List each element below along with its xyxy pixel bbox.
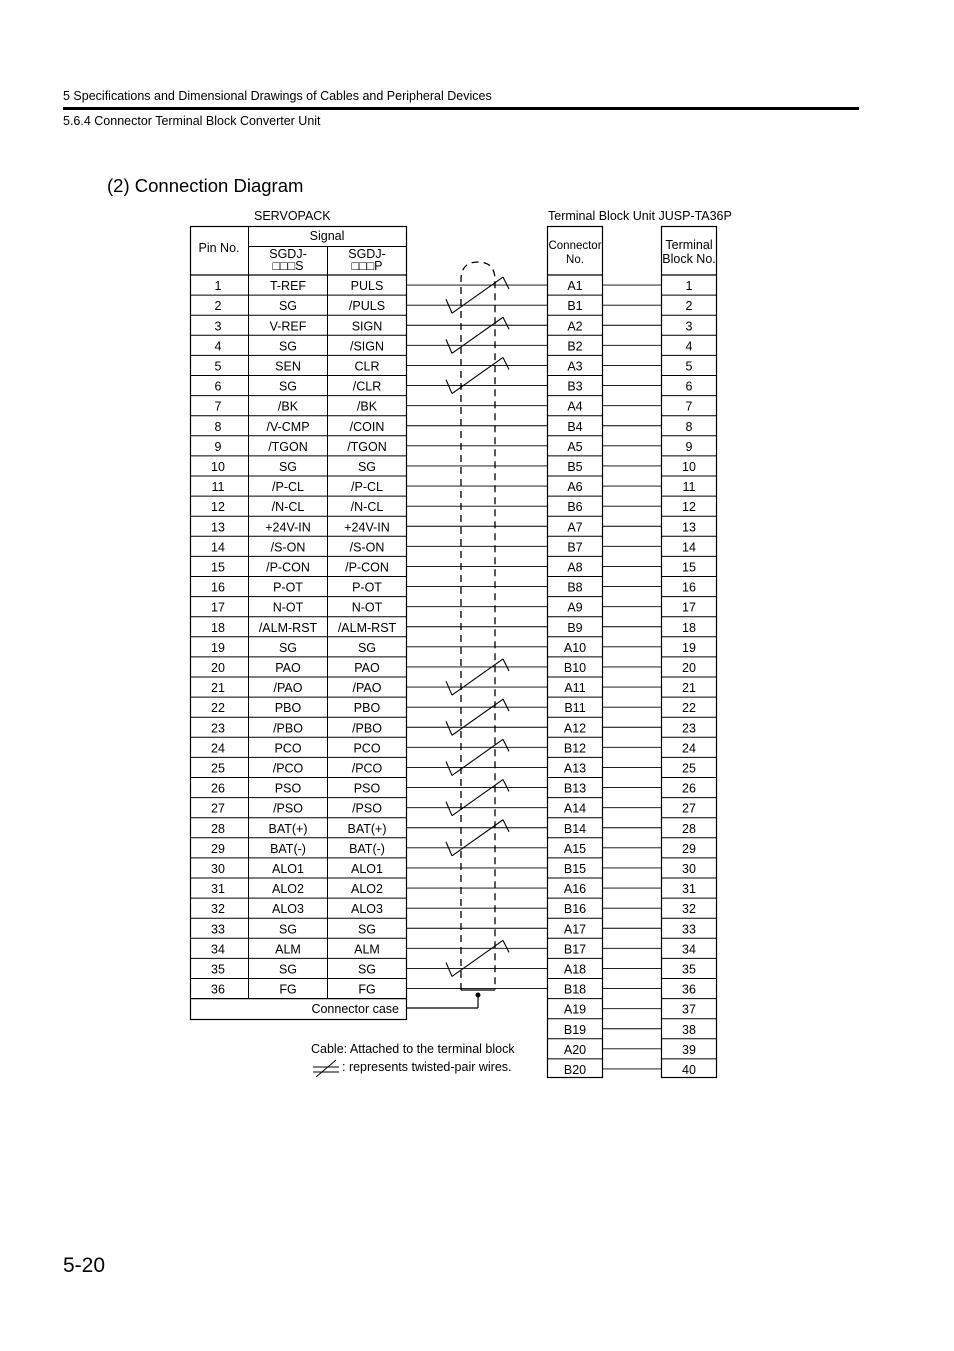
pin-number: 25 — [211, 761, 225, 776]
terminal-number: 27 — [682, 801, 696, 816]
connector-number: A11 — [564, 681, 586, 696]
signal-p: /PAO — [352, 681, 382, 696]
signal-p: +24V-IN — [344, 520, 390, 535]
signal-p: /BK — [356, 399, 378, 414]
terminal-number: 37 — [682, 1002, 696, 1017]
signal-s: BAT(-) — [270, 841, 306, 856]
signal-s: /PBO — [273, 721, 303, 736]
signal-p: PAO — [354, 660, 380, 675]
signal-p: /N-CL — [350, 500, 384, 515]
pin-number: 2 — [214, 299, 222, 314]
terminal-number: 31 — [682, 882, 696, 897]
terminal-number: 15 — [682, 560, 696, 575]
section-header: 5.6.4 Connector Terminal Block Converter Unit — [63, 114, 321, 128]
twisted-pair-marker — [446, 357, 509, 393]
terminal-number: 29 — [682, 841, 696, 856]
connector-number: B16 — [563, 902, 587, 917]
connector-number: A3 — [567, 359, 583, 374]
terminal-number: 32 — [682, 902, 696, 917]
pin-number: 32 — [211, 902, 225, 917]
terminal-number: 30 — [682, 861, 696, 876]
terminal-number: 24 — [682, 741, 696, 756]
signal-p: /COIN — [349, 419, 385, 434]
signal-p: SG — [357, 640, 377, 655]
signal-p: PULS — [350, 279, 384, 294]
pin-number: 10 — [211, 459, 225, 474]
signal-s: /N-CL — [271, 500, 305, 515]
terminal-number: 36 — [682, 982, 696, 997]
connector-number: A19 — [563, 1002, 587, 1017]
col-sgdj-s-line2: □□□S — [272, 259, 304, 273]
connector-number: B19 — [563, 1022, 587, 1037]
signal-p: SG — [357, 962, 377, 977]
signal-p: /S-ON — [349, 540, 385, 555]
signal-p: /ALM-RST — [337, 620, 397, 635]
connector-number: A15 — [563, 841, 587, 856]
signal-p: /PSO — [352, 801, 382, 816]
connector-number: A4 — [567, 399, 583, 414]
signal-s: SG — [278, 299, 298, 314]
signal-p: CLR — [354, 359, 380, 374]
terminal-number: 8 — [685, 419, 693, 434]
signal-p: /PCO — [351, 761, 383, 776]
terminal-number: 9 — [685, 439, 693, 454]
pin-number: 3 — [214, 319, 222, 334]
connector-number: A1 — [567, 279, 583, 294]
terminal-number: 38 — [682, 1022, 696, 1037]
signal-p: /TGON — [347, 439, 387, 454]
twisted-pair-legend-icon — [313, 1060, 339, 1077]
chapter-header: 5 Specifications and Dimensional Drawings of Cables and Peripheral Devices — [63, 89, 492, 103]
signal-s: /TGON — [268, 439, 308, 454]
pin-number: 23 — [211, 721, 225, 736]
col-sgdj-s-line1: SGDJ- — [269, 247, 307, 261]
signal-p: /P-CON — [345, 560, 389, 575]
signal-s: /ALM-RST — [258, 620, 318, 635]
signal-p: /P-CL — [351, 480, 383, 495]
signal-s: /P-CL — [272, 480, 304, 495]
connector-number: A2 — [567, 319, 583, 334]
connector-number: B20 — [563, 1062, 587, 1077]
col-connector-line2: No. — [566, 254, 584, 266]
legend-note: : represents twisted-pair wires. — [342, 1060, 512, 1074]
terminal-number: 3 — [685, 319, 693, 334]
pin-number: 4 — [214, 339, 222, 354]
terminal-number: 14 — [682, 540, 696, 555]
col-signal-header: Signal — [309, 229, 345, 243]
connector-number: B5 — [567, 459, 583, 474]
signal-s: /BK — [277, 399, 299, 414]
terminal-number: 28 — [682, 821, 696, 836]
pin-number: 33 — [211, 922, 225, 937]
connector-number: B6 — [567, 500, 583, 515]
terminal-number: 5 — [685, 359, 693, 374]
connector-number: A12 — [563, 721, 587, 736]
twisted-pair-marker — [446, 940, 509, 976]
terminal-number: 40 — [682, 1062, 696, 1077]
connector-number: A17 — [563, 922, 587, 937]
connector-case-label: Connector case — [311, 1002, 399, 1016]
section-title: (2) Connection Diagram — [107, 175, 304, 196]
pin-number: 29 — [211, 841, 225, 856]
connector-number: A10 — [563, 640, 587, 655]
signal-s: SG — [278, 379, 298, 394]
pin-number: 12 — [211, 500, 225, 515]
terminal-number: 25 — [682, 761, 696, 776]
signal-s: PBO — [274, 701, 302, 716]
col-connector-line1: Connector — [548, 240, 602, 252]
signal-s: /S-ON — [270, 540, 306, 555]
connector-number: B10 — [563, 660, 587, 675]
signal-s: ALO3 — [272, 902, 304, 917]
pin-number: 11 — [211, 480, 225, 495]
pin-number: 1 — [214, 279, 222, 294]
terminal-number: 26 — [682, 781, 696, 796]
terminal-number: 7 — [685, 399, 693, 414]
pin-number: 35 — [211, 962, 225, 977]
signal-p: P-OT — [352, 580, 382, 595]
connector-number: B15 — [563, 861, 587, 876]
signal-p: ALO3 — [351, 902, 383, 917]
pin-number: 18 — [211, 620, 225, 635]
pin-number: 9 — [214, 439, 222, 454]
signal-p: SG — [357, 459, 377, 474]
signal-s: SEN — [275, 359, 301, 374]
cable-shield — [461, 262, 495, 990]
signal-p: PSO — [353, 781, 381, 796]
pin-number: 30 — [211, 861, 225, 876]
col-pin-header: Pin No. — [198, 241, 240, 255]
col-terminal-line2: Block No. — [662, 252, 716, 266]
terminal-number: 22 — [682, 701, 696, 716]
signal-s: BAT(+) — [268, 821, 308, 836]
signal-s: P-OT — [273, 580, 303, 595]
pin-number: 36 — [211, 982, 225, 997]
twisted-pair-marker — [446, 739, 509, 775]
col-sgdj-p-line1: SGDJ- — [348, 247, 386, 261]
terminal-number: 19 — [682, 640, 696, 655]
signal-p: /PBO — [352, 721, 382, 736]
connector-number: B12 — [563, 741, 587, 756]
connector-number: A20 — [563, 1042, 587, 1057]
pin-number: 17 — [211, 600, 225, 615]
signal-p: PBO — [353, 701, 381, 716]
pin-number: 21 — [211, 681, 225, 696]
terminal-number: 34 — [682, 942, 696, 957]
twisted-pair-marker — [446, 317, 509, 353]
signal-s: ALO2 — [272, 882, 304, 897]
terminal-number: 20 — [682, 660, 696, 675]
terminal-number: 39 — [682, 1042, 696, 1057]
terminal-number: 13 — [682, 520, 696, 535]
signal-s: ALO1 — [272, 861, 304, 876]
signal-p: SG — [357, 922, 377, 937]
signal-s: N-OT — [272, 600, 304, 615]
terminal-number: 23 — [682, 721, 696, 736]
signal-s: /PCO — [272, 761, 304, 776]
connector-number: A13 — [563, 761, 587, 776]
connector-number: B13 — [563, 781, 587, 796]
signal-p: FG — [358, 982, 376, 997]
connector-number: B7 — [567, 540, 583, 555]
signal-s: PCO — [274, 741, 302, 756]
connector-number: A9 — [567, 600, 583, 615]
signal-s: SG — [278, 640, 298, 655]
signal-s: /P-CON — [266, 560, 310, 575]
signal-s: SG — [278, 459, 298, 474]
twisted-pair-marker — [446, 277, 509, 313]
pin-number: 28 — [211, 821, 225, 836]
signal-s: /V-CMP — [266, 419, 310, 434]
signal-s: SG — [278, 339, 298, 354]
signal-s: ALM — [275, 942, 301, 957]
terminal-unit-caption: Terminal Block Unit JUSP-TA36P — [548, 209, 732, 223]
cable-note: Cable: Attached to the terminal block — [311, 1042, 515, 1056]
pin-number: 8 — [214, 419, 222, 434]
pin-number: 27 — [211, 801, 225, 816]
signal-s: +24V-IN — [265, 520, 311, 535]
terminal-number: 21 — [682, 681, 696, 696]
connector-number: B9 — [567, 620, 583, 635]
signal-s: V-REF — [269, 319, 307, 334]
connector-number: B4 — [567, 419, 583, 434]
col-sgdj-p-line2: □□□P — [351, 259, 383, 273]
signal-p: ALO2 — [351, 882, 383, 897]
signal-p: BAT(+) — [347, 821, 387, 836]
terminal-number: 16 — [682, 580, 696, 595]
terminal-number: 18 — [682, 620, 696, 635]
pin-number: 26 — [211, 781, 225, 796]
signal-p: PCO — [353, 741, 381, 756]
terminal-number: 17 — [682, 600, 696, 615]
pin-number: 14 — [211, 540, 225, 555]
terminal-number: 10 — [682, 459, 696, 474]
pin-number: 16 — [211, 580, 225, 595]
connector-number: A8 — [567, 560, 583, 575]
connector-number: A14 — [563, 801, 587, 816]
connector-number: A5 — [567, 439, 583, 454]
signal-p: ALO1 — [351, 861, 383, 876]
connector-number: B14 — [563, 821, 587, 836]
connector-number: A7 — [567, 520, 583, 535]
pin-number: 19 — [211, 640, 225, 655]
signal-s: /PAO — [273, 681, 303, 696]
signal-s: PAO — [275, 660, 301, 675]
signal-p: /SIGN — [349, 339, 385, 354]
connector-number: B17 — [563, 942, 587, 957]
terminal-number: 33 — [682, 922, 696, 937]
page-number: 5-20 — [63, 1254, 106, 1277]
connector-number: B8 — [567, 580, 583, 595]
signal-p: BAT(-) — [349, 841, 385, 856]
pin-number: 31 — [211, 882, 225, 897]
pin-number: 7 — [214, 399, 222, 414]
twisted-pair-marker — [446, 699, 509, 735]
pin-number: 22 — [211, 701, 225, 716]
signal-s: SG — [278, 962, 298, 977]
terminal-number: 4 — [685, 339, 693, 354]
signal-s: PSO — [274, 781, 302, 796]
signal-p: /CLR — [352, 379, 382, 394]
pin-number: 5 — [214, 359, 222, 374]
connector-number: A18 — [563, 962, 587, 977]
pin-number: 24 — [211, 741, 225, 756]
terminal-number: 35 — [682, 962, 696, 977]
connector-number: B1 — [567, 299, 583, 314]
terminal-number: 12 — [682, 500, 696, 515]
pin-number: 13 — [211, 520, 225, 535]
signal-s: /PSO — [273, 801, 303, 816]
pin-number: 20 — [211, 660, 225, 675]
connector-number: B18 — [563, 982, 587, 997]
signal-p: /PULS — [348, 299, 386, 314]
terminal-number: 1 — [685, 279, 693, 294]
twisted-pair-marker — [446, 780, 509, 816]
signal-p: ALM — [354, 942, 380, 957]
connector-number: A16 — [563, 882, 587, 897]
col-terminal-line1: Terminal — [665, 238, 713, 252]
signal-p: N-OT — [351, 600, 383, 615]
terminal-number: 11 — [682, 480, 696, 495]
connector-number: A6 — [567, 480, 583, 495]
pin-number: 34 — [211, 942, 225, 957]
pin-number: 15 — [211, 560, 225, 575]
signal-s: SG — [278, 922, 298, 937]
twisted-pair-marker — [446, 820, 509, 856]
signal-s: FG — [279, 982, 297, 997]
signal-s: T-REF — [269, 279, 307, 294]
connector-number: B2 — [567, 339, 583, 354]
servopack-caption: SERVOPACK — [254, 209, 331, 223]
connector-number: B3 — [567, 379, 583, 394]
terminal-number: 6 — [685, 379, 693, 394]
twisted-pair-marker — [446, 659, 509, 695]
terminal-number: 2 — [685, 299, 693, 314]
signal-p: SIGN — [351, 319, 383, 334]
connector-number: B11 — [564, 701, 586, 716]
pin-number: 6 — [214, 379, 222, 394]
